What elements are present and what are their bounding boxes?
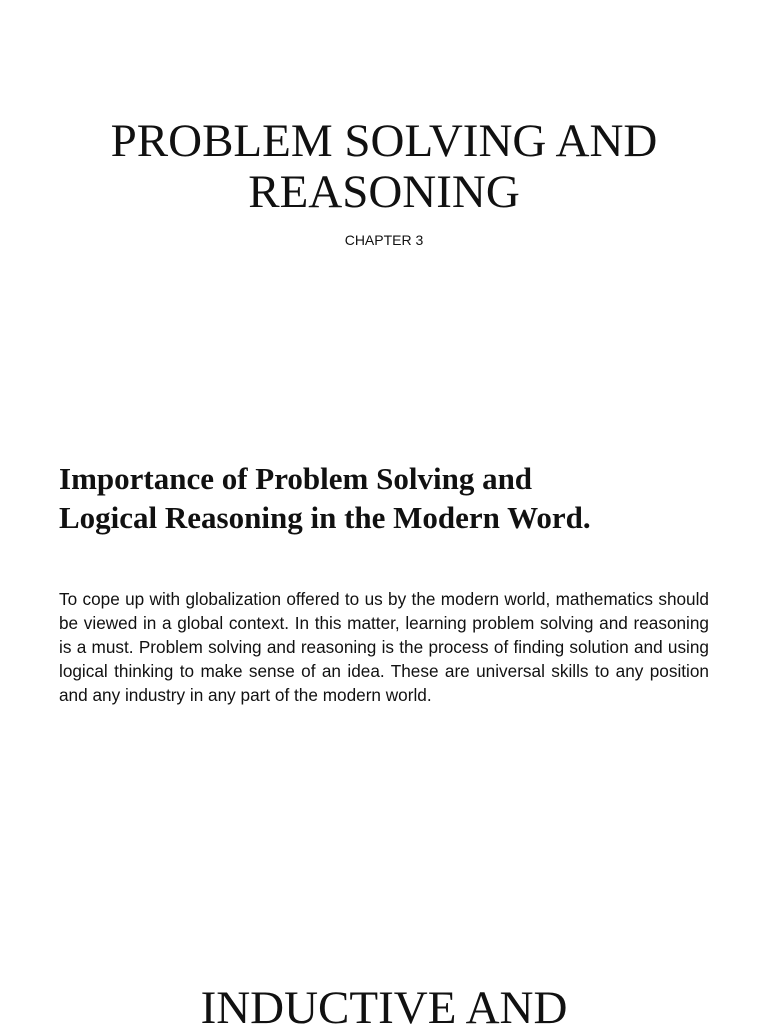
body-paragraph: To cope up with globalization offered to us by the modern world, mathematics should be viewed in a global context. In this matter, learning problem solving and reasoning is a must. Problem solving and reasoning is the process of finding solution and using logical thinking to make sense of an idea. These are universal skills to any position and any industry in any part of the modern world. [59,589,709,705]
slide-title-line-1: PROBLEM SOLVING AND [110,115,658,167]
section-heading-line-1: Importance of Problem Solving and [59,461,533,496]
section-heading-line-2: Logical Reasoning in the Modern Word. [59,500,591,535]
slide-title-line-2: REASONING [248,166,520,218]
chapter-label: CHAPTER 3 [344,232,424,248]
section-heading [59,459,719,537]
slide-title [0,116,768,218]
next-slide-title: INDUCTIVE AND [200,982,568,1024]
